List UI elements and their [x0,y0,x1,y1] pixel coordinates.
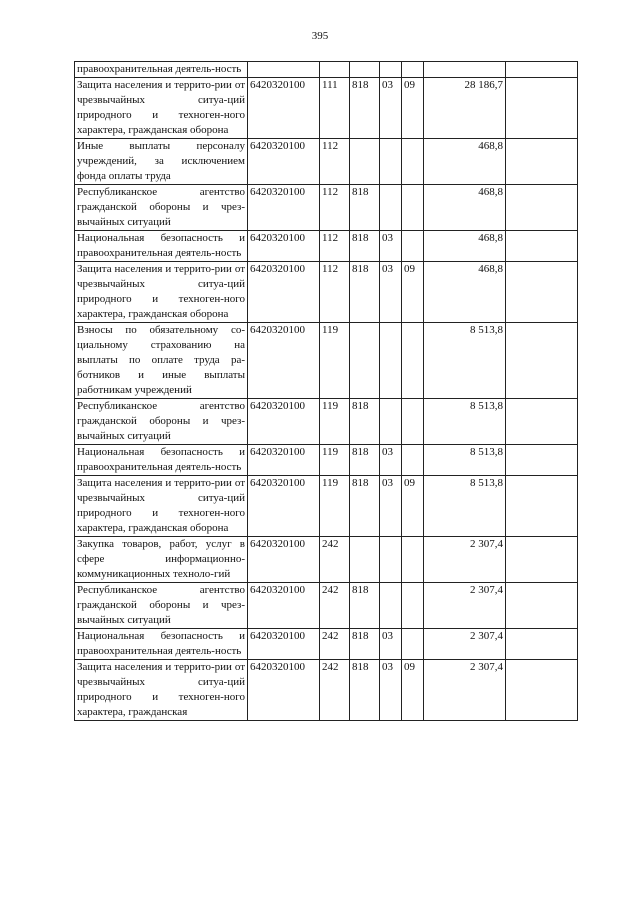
row-ministry-cell: 818 [350,660,380,721]
row-sum-cell: 2 307,4 [424,629,506,660]
row-subsection-cell [402,231,424,262]
row-sum-cell: 8 513,8 [424,476,506,537]
row-section-cell [380,323,402,399]
row-extra-cell [506,660,578,721]
table-row [75,583,578,629]
row-name-cell: Национальная безопасность и правоохранительная деятель-ность [75,629,248,660]
page-number: 395 [311,30,329,42]
row-code-cell: 6420320100 [248,629,320,660]
row-subsection-cell [402,445,424,476]
table-row [75,399,578,445]
row-extra-cell [506,399,578,445]
row-code-cell: 6420320100 [248,185,320,231]
row-expense-type-cell: 112 [320,185,350,231]
row-expense-type-cell: 119 [320,476,350,537]
row-name-cell: Республиканское агентство гражданской обороны и чрез-вычайных ситуаций [75,399,248,445]
row-code-cell: 6420320100 [248,231,320,262]
row-name-cell: Закупка товаров, работ, услуг в сфере информационно-коммуникационных техноло-гий [75,537,248,583]
row-section-cell [380,139,402,185]
row-extra-cell [506,323,578,399]
row-extra-cell [506,78,578,139]
row-ministry-cell [350,537,380,583]
row-code-cell [248,62,320,78]
row-subsection-cell [402,185,424,231]
row-expense-type-cell: 242 [320,583,350,629]
row-name-cell: Национальная безопасность и правоохранительная деятель-ность [75,231,248,262]
row-name-cell: Защита населения и террито-рии от чрезвычайных ситуа-ций природного и техноген-ного характера, гражданская оборона [75,78,248,139]
row-section-cell [380,399,402,445]
row-section-cell: 03 [380,629,402,660]
table-row [75,323,578,399]
row-code-cell: 6420320100 [248,537,320,583]
row-ministry-cell: 818 [350,629,380,660]
row-subsection-cell: 09 [402,660,424,721]
row-expense-type-cell: 242 [320,629,350,660]
row-ministry-cell: 818 [350,476,380,537]
row-extra-cell [506,629,578,660]
row-section-cell: 03 [380,262,402,323]
row-subsection-cell [402,139,424,185]
row-subsection-cell [402,537,424,583]
table-row [75,445,578,476]
row-code-cell: 6420320100 [248,78,320,139]
row-sum-cell: 2 307,4 [424,583,506,629]
row-subsection-cell [402,323,424,399]
row-extra-cell [506,139,578,185]
row-sum-cell: 8 513,8 [424,323,506,399]
table-row [75,185,578,231]
table-row [75,231,578,262]
table-row [75,262,578,323]
row-ministry-cell: 818 [350,231,380,262]
table-row [75,139,578,185]
row-expense-type-cell: 112 [320,231,350,262]
row-code-cell: 6420320100 [248,323,320,399]
row-section-cell [380,583,402,629]
table-row [75,62,578,78]
row-name-cell: Взносы по обязательному со-циальному страхованию на выплаты по оплате труда ра-ботников и иные выплаты работникам учреждений [75,323,248,399]
row-section-cell: 03 [380,476,402,537]
row-subsection-cell [402,629,424,660]
row-expense-type-cell: 112 [320,139,350,185]
row-section-cell [380,185,402,231]
row-expense-type-cell [320,62,350,78]
table-row [75,660,578,721]
row-ministry-cell [350,323,380,399]
row-name-cell: Защита населения и террито-рии от чрезвычайных ситуа-ций природного и техноген-ного характера, гражданская оборона [75,262,248,323]
row-sum-cell: 468,8 [424,139,506,185]
row-expense-type-cell: 242 [320,660,350,721]
row-sum-cell: 468,8 [424,262,506,323]
row-extra-cell [506,583,578,629]
budget-table [74,61,578,721]
row-ministry-cell: 818 [350,399,380,445]
row-extra-cell [506,476,578,537]
row-sum-cell: 2 307,4 [424,660,506,721]
row-expense-type-cell: 111 [320,78,350,139]
row-code-cell: 6420320100 [248,399,320,445]
row-expense-type-cell: 119 [320,445,350,476]
row-section-cell [380,537,402,583]
row-ministry-cell: 818 [350,185,380,231]
row-section-cell: 03 [380,78,402,139]
row-section-cell [380,62,402,78]
row-code-cell: 6420320100 [248,476,320,537]
row-name-cell: Защита населения и террито-рии от чрезвычайных ситуа-ций природного и техноген-ного характера, гражданская [75,660,248,721]
row-section-cell: 03 [380,445,402,476]
row-code-cell: 6420320100 [248,660,320,721]
row-subsection-cell: 09 [402,476,424,537]
row-name-cell: Республиканское агентство гражданской обороны и чрез-вычайных ситуаций [75,185,248,231]
row-sum-cell: 468,8 [424,185,506,231]
row-sum-cell: 8 513,8 [424,445,506,476]
table-row [75,476,578,537]
row-expense-type-cell: 112 [320,262,350,323]
row-code-cell: 6420320100 [248,583,320,629]
row-code-cell: 6420320100 [248,139,320,185]
row-extra-cell [506,231,578,262]
row-sum-cell: 2 307,4 [424,537,506,583]
row-name-cell: правоохранительная деятель-ность [75,62,248,78]
budget-table-body [75,62,578,721]
row-sum-cell: 8 513,8 [424,399,506,445]
row-subsection-cell [402,399,424,445]
row-section-cell: 03 [380,231,402,262]
row-expense-type-cell: 242 [320,537,350,583]
table-row [75,537,578,583]
table-row [75,629,578,660]
row-subsection-cell [402,62,424,78]
table-row [75,78,578,139]
row-name-cell: Национальная безопасность и правоохранительная деятель-ность [75,445,248,476]
row-extra-cell [506,445,578,476]
row-ministry-cell: 818 [350,262,380,323]
row-ministry-cell [350,139,380,185]
row-name-cell: Защита населения и террито-рии от чрезвычайных ситуа-ций природного и техноген-ного характера, гражданская оборона [75,476,248,537]
row-extra-cell [506,262,578,323]
row-name-cell: Иные выплаты персоналу учреждений, за исключением фонда оплаты труда [75,139,248,185]
row-name-cell: Республиканское агентство гражданской обороны и чрез-вычайных ситуаций [75,583,248,629]
row-ministry-cell: 818 [350,445,380,476]
row-subsection-cell: 09 [402,78,424,139]
row-code-cell: 6420320100 [248,445,320,476]
row-extra-cell [506,185,578,231]
row-subsection-cell [402,583,424,629]
row-sum-cell [424,62,506,78]
row-code-cell: 6420320100 [248,262,320,323]
row-subsection-cell: 09 [402,262,424,323]
row-ministry-cell: 818 [350,78,380,139]
row-ministry-cell [350,62,380,78]
row-section-cell: 03 [380,660,402,721]
row-expense-type-cell: 119 [320,399,350,445]
row-extra-cell [506,62,578,78]
row-ministry-cell: 818 [350,583,380,629]
row-expense-type-cell: 119 [320,323,350,399]
row-sum-cell: 28 186,7 [424,78,506,139]
row-extra-cell [506,537,578,583]
row-sum-cell: 468,8 [424,231,506,262]
